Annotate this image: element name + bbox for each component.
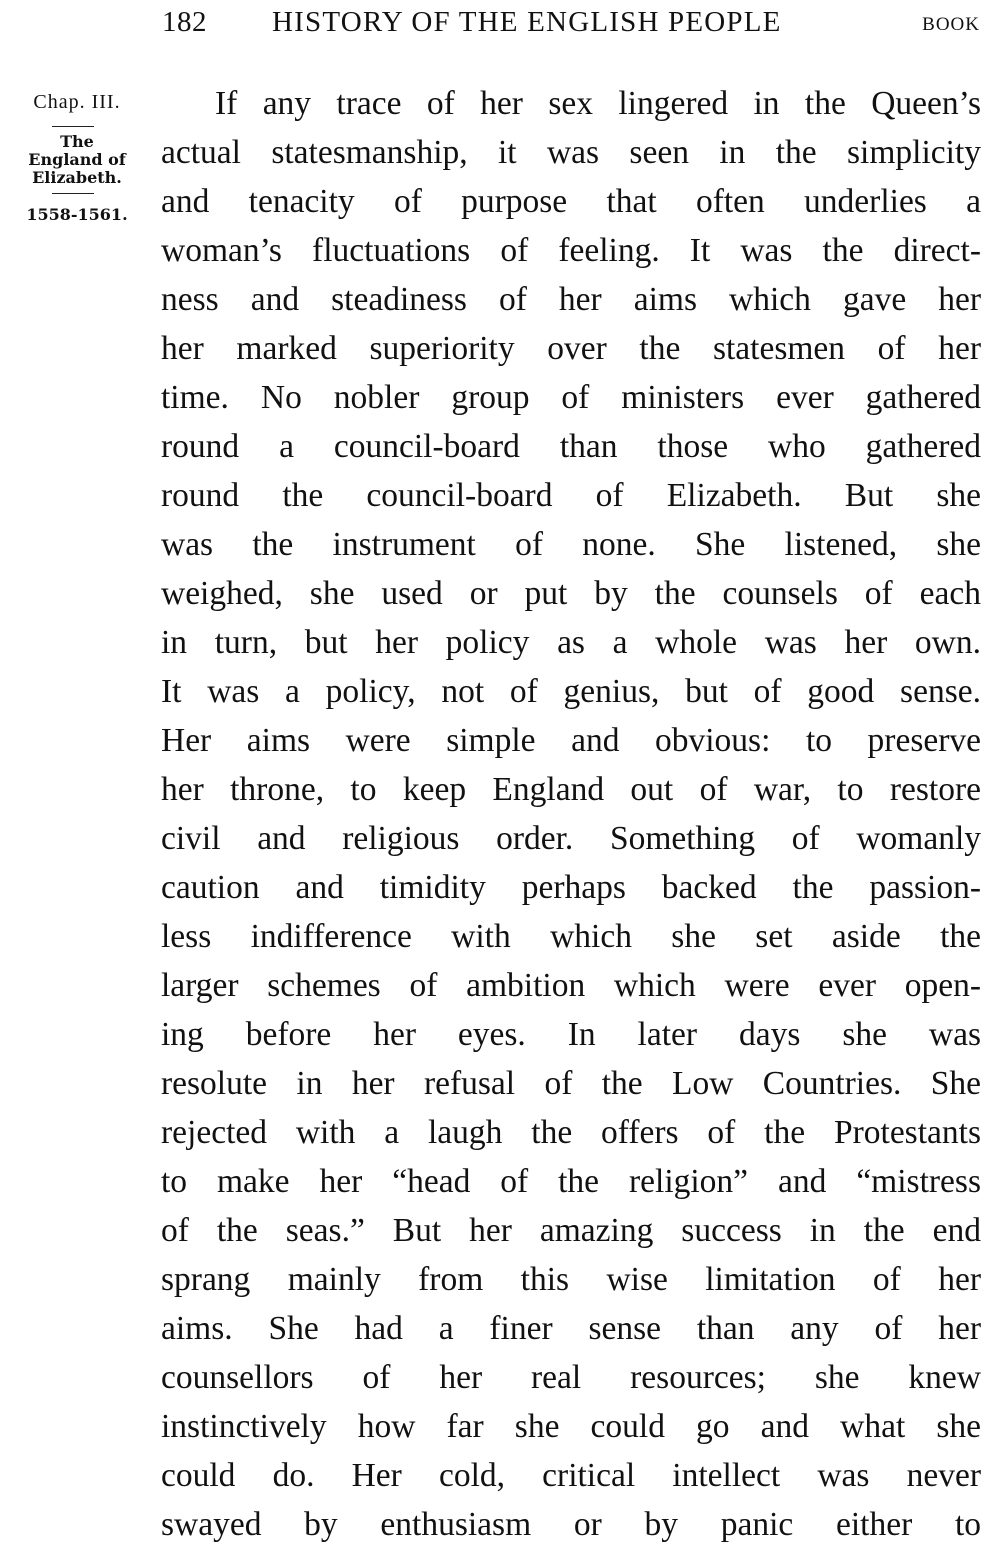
date-range: 1558-1561. <box>26 205 128 224</box>
text-line: counsellors of her real resources; she knew <box>161 1359 981 1396</box>
text-line: sprang mainly from this wise limitation of her <box>161 1261 981 1298</box>
book-label: BOOK <box>922 14 980 35</box>
sidenote <box>4 133 150 187</box>
sidenote-line: The <box>60 132 94 151</box>
body-text <box>161 79 981 1549</box>
margin-divider <box>52 126 94 127</box>
running-head <box>0 2 1000 46</box>
text-line: weighed, she used or put by the counsels of each <box>161 575 981 612</box>
text-line: and tenacity of purpose that often underlies a <box>161 183 981 220</box>
text-line: swayed by enthusiasm or by panic either to <box>161 1506 981 1543</box>
text-line: in turn, but her policy as a whole was her own. <box>161 624 981 661</box>
text-line: round a council-board than those who gathered <box>161 428 981 465</box>
text-line: It was a policy, not of genius, but of good sense. <box>161 673 981 710</box>
chapter-label: Chap. III. <box>33 91 121 113</box>
text-line: aims. She had a finer sense than any of her <box>161 1310 981 1347</box>
text-line: actual statesmanship, it was seen in the simplicity <box>161 134 981 171</box>
text-line: was the instrument of none. She listened, she <box>161 526 981 563</box>
sidenote-line: Elizabeth. <box>32 168 122 187</box>
text-line: less indifference with which she set aside the <box>161 918 981 955</box>
text-line: caution and timidity perhaps backed the passion- <box>161 869 981 906</box>
text-line: could do. Her cold, critical intellect was never <box>161 1457 981 1494</box>
margin-notes <box>0 84 150 230</box>
text-line: round the council-board of Elizabeth. But she <box>161 477 981 514</box>
text-line: ing before her eyes. In later days she was <box>161 1016 981 1053</box>
text-line: her marked superiority over the statesmen of her <box>161 330 981 367</box>
text-line: her throne, to keep England out of war, to restore <box>161 771 981 808</box>
margin-divider <box>52 193 94 194</box>
text-line: woman’s fluctuations of feeling. It was the direct- <box>161 232 981 269</box>
text-line: civil and religious order. Something of womanly <box>161 820 981 857</box>
text-line: ness and steadiness of her aims which gave her <box>161 281 981 318</box>
text-line: If any trace of her sex lingered in the Queen’s <box>215 85 981 122</box>
page-number: 182 <box>162 6 207 38</box>
text-line: rejected with a laugh the offers of the Protestants <box>161 1114 981 1151</box>
text-line: to make her “head of the religion” and “mistress <box>161 1163 981 1200</box>
text-line: time. No nobler group of ministers ever gathered <box>161 379 981 416</box>
text-line: resolute in her refusal of the Low Countries. She <box>161 1065 981 1102</box>
text-line: of the seas.” But her amazing success in the end <box>161 1212 981 1249</box>
sidenote-line: England of <box>28 150 126 169</box>
text-line: larger schemes of ambition which were ever open- <box>161 967 981 1004</box>
running-title: HISTORY OF THE ENGLISH PEOPLE <box>272 6 782 38</box>
text-line: Her aims were simple and obvious: to preserve <box>161 722 981 759</box>
text-line: instinctively how far she could go and what she <box>161 1408 981 1445</box>
